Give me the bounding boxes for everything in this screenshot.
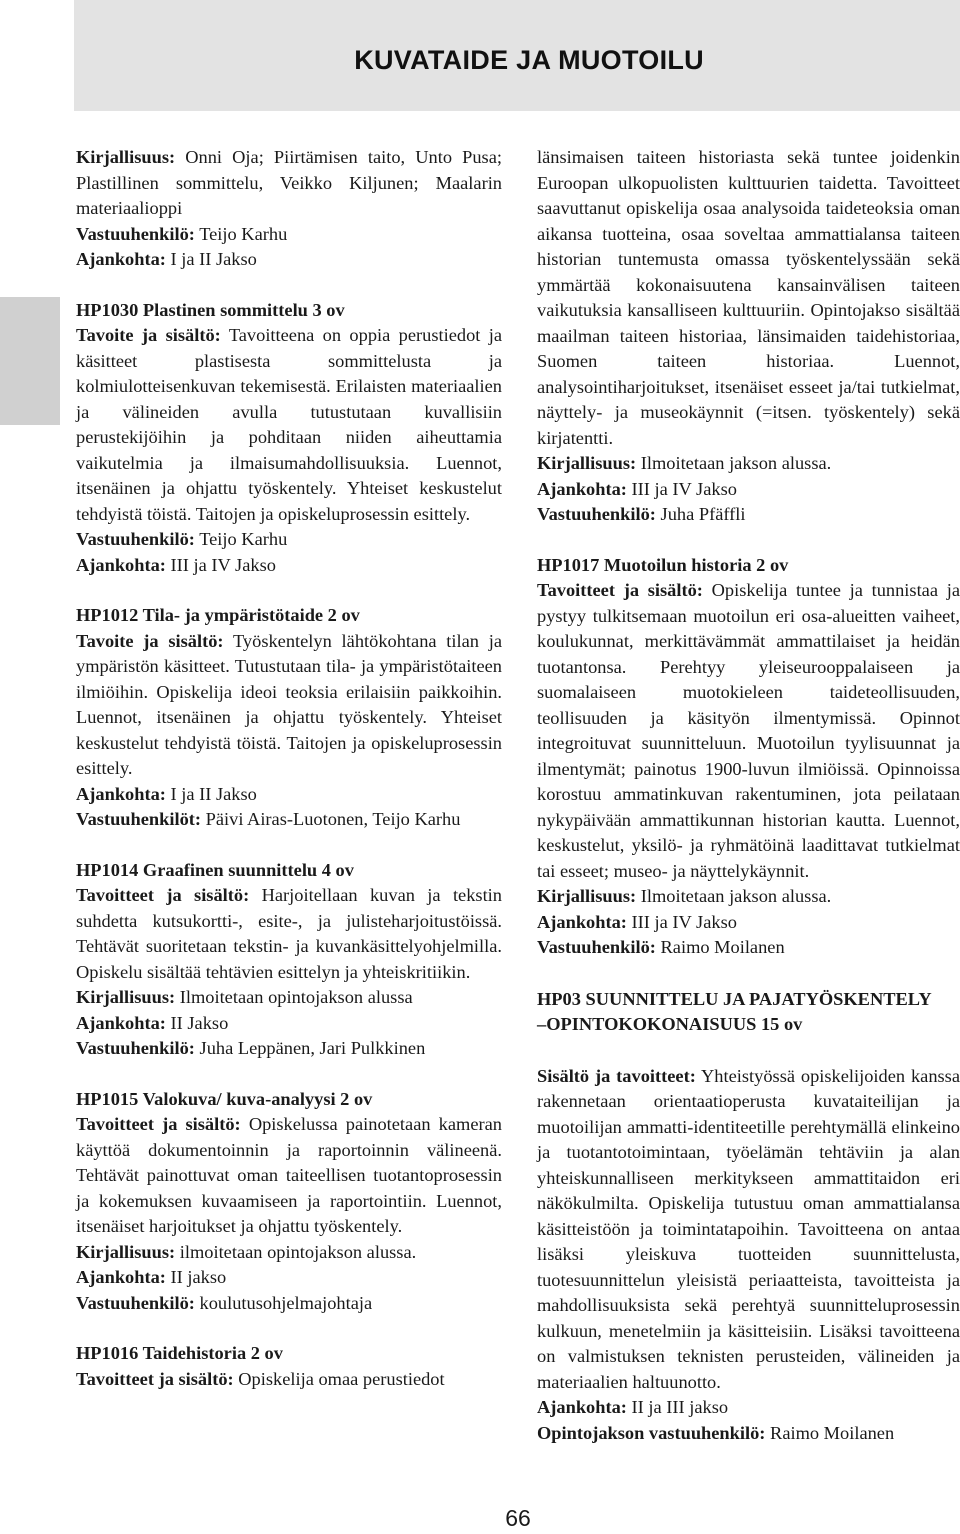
hp1015-timing <box>76 1265 502 1291</box>
value: III ja IV Jakso <box>631 478 737 499</box>
value: III ja IV Jakso <box>631 911 737 932</box>
hp1030-goal <box>76 323 502 527</box>
value: Yhteistyössä opiskelijoiden kanssa rakennetaan orientaatioperusta kuvataiteilijan ja muotoilijan ammatti-identiteetille perehtymällä elinkeino ja tuotantotoimintaan, työelämän tehtäviin ja alan yhteiskunnalliseen merkitykseen ammattitaidon eri näkökulmilta. Opiskelija tutustuu oman ammattialansa käsitteistöön ja toimintatapoihin. Tavoitteena on antaa lisäksi yleiskuva tuotteiden suunnittelusta, tuotesuunnittelun yleisistä periaatteista, tavoitteista ja mahdollisuuksista sekä perehtyä suunnitteluprosessin kulkuun, menetelmiin ja käsitteisiin. Lisäksi tavoitteena on valmistuksen teknisten perusteiden, välineiden ja materiaalien haltuunotto. <box>537 1065 960 1392</box>
label: Ajankohta: <box>537 1397 627 1417</box>
hp1015-responsible <box>76 1291 502 1317</box>
label: Kirjallisuus: <box>76 1241 176 1262</box>
page-number: 66 <box>505 1505 531 1531</box>
value: Harjoitellaan kuvan ja tekstin suhdetta kutsukortti-, esite-, ja julisteharjoitustöissä. Tehtävät suoritetaan tekstin- ja kuvankäsittelyohjelmilla. Opiskelu sisältää tehtävien esittelyn ja yhteiskritiikin. <box>76 885 502 982</box>
label: Ajankohta: <box>537 911 627 932</box>
value: Opiskelija tuntee ja tunnistaa ja pystyy tulkitsemaan muotoilun eri osa-alueitten vaiheet, koulukunnat, merkittävämmät ammattilaiset ja heidän tuotantonsa. Perehtyy yleiseurooppalaiseen ja suomalaiseen muotokieleen taideteollisuuden, teollisuuden ja käsityön ilmentymissä. Opinnot integroituvat suunnitteluun. Muotoilun tyylisuunnat ja ilmentymät; painotus 1900-luvun ilmiöissä. Opinnoissa korostuu ammatinkuvan rakentuminen, jota peilataan nykypäivään ammattikunnan historian kautta. Luennot, keskustelut, yksilö- ja ryhmätöinä laadittavat tutkielmat tai esseet; museo- ja näyttelykäynnit. <box>537 580 960 881</box>
value: Onni Oja; Piirtämisen taito, Unto Pusa; Plastillinen sommittelu, Veikko Kiljunen; Maalarin materiaalioppi <box>76 147 502 218</box>
hp1012-responsible <box>76 807 502 833</box>
hp1017-responsible <box>537 935 960 961</box>
value: III ja IV Jakso <box>170 554 276 575</box>
value: Ilmoitetaan opintojakson alussa <box>179 987 413 1007</box>
right-column <box>537 145 960 1446</box>
hp1014-responsible <box>76 1036 502 1062</box>
left-column <box>76 145 502 1392</box>
value: ilmoitetaan opintojakson alussa. <box>179 1241 417 1262</box>
label: Tavoitteet ja sisältö: <box>537 580 703 600</box>
course-title-hp1016: HP1016 Taidehistoria 2 ov <box>76 1343 283 1363</box>
label: Vastuuhenkilö: <box>76 529 195 549</box>
title-line-1: HP03 SUUNNITTELU JA PAJATYÖSKENTELY <box>537 988 932 1009</box>
course-title-hp1014: HP1014 Graafinen suunnittelu 4 ov <box>76 859 354 880</box>
course-title-hp1017: HP1017 Muotoilun historia 2 ov <box>537 554 789 575</box>
module-title-hp03 <box>537 987 960 1038</box>
label: Vastuuhenkilö: <box>76 223 195 244</box>
label: Tavoite ja sisältö: <box>76 630 224 651</box>
label: Ajankohta: <box>76 554 166 575</box>
label: Kirjallisuus: <box>537 453 637 473</box>
header-band <box>74 0 960 111</box>
hp1015-literature <box>76 1240 502 1266</box>
course-title-hp1015: HP1015 Valokuva/ kuva-analyysi 2 ov <box>76 1088 373 1109</box>
hp1016-timing <box>537 477 960 503</box>
value: Työskentelyn lähtökohtana tilan ja ympäristön käsitteet. Tutustutaan tila- ja ympäristötaiteen ilmiöihin. Opiskelija ideoi teoksia erilaisiin paikkoihin. Luennot, itsenäinen ja ohjattu työskentely. Yhteiset keskustelut tehdyistä töistä. Taitojen ja opiskeluprosessin esittely. <box>76 630 503 778</box>
value: II ja III jakso <box>631 1397 729 1417</box>
hp1014-literature <box>76 985 502 1011</box>
hp1016-goal-continued: länsimaisen taiteen historiasta sekä tuntee joidenkin Euroopan ulkopuolisten kulttuurien taidetta. Tavoitteet saavuttanut opiskelija osaa analysoida taideteoksia oman aikansa tuotteina, osaa soveltaa ammattialansa taiteen historian tuntemusta omassa työskentelyssään sekä ymmärtää kokonaisuutena kansainvälisen taiteen vaikutuksia kansalliseen kulttuuriin. Opintojakso sisältää maailman taiteen historiaa, länsimaiden taidehistoriaa, Suomen taiteen historiaa. Luennot, analysointiharjoitukset, itsenäiset esseet ja/tai tutkielmat, näyttely- ja museokäynnit (=itsen. työskentely) sekä kirjatentti. <box>537 147 960 448</box>
value: Raimo Moilanen <box>660 937 785 957</box>
label: Ajankohta: <box>76 249 166 269</box>
label: Vastuuhenkilö: <box>76 1038 195 1058</box>
value: Juha Pfäffli <box>660 504 746 524</box>
value: Päivi Airas-Luotonen, Teijo Karhu <box>205 809 461 829</box>
label: Kirjallisuus: <box>76 987 176 1007</box>
hp1030-responsible <box>76 527 502 553</box>
side-tab-marker <box>0 297 60 425</box>
hp03-goal <box>537 1064 960 1396</box>
hp03-responsible <box>537 1421 960 1447</box>
value: koulutusohjelmajohtaja <box>199 1292 373 1313</box>
label: Ajankohta: <box>76 783 166 804</box>
value: Tavoitteena on oppia perustiedot ja käsitteet plastisesta sommittelusta ja kolmiulotteisenkuvan tekemisestä. Erilaisten materiaalien ja välineiden avulla tutustutaan kuvallisiin perustekijöihin ja pohditaan niiden aiheuttamia vaikutelmia ja ilmaisumahdollisuuksia. Luennot, itsenäinen ja ohjattu työskentely. Yhteiset keskustelut tehdyistä töistä. Taitojen ja opiskeluprosessin esittely. <box>76 325 502 524</box>
label: Tavoitteet ja sisältö: <box>76 1368 234 1389</box>
hp1014-goal <box>76 883 502 985</box>
course-title-hp1030: HP1030 Plastinen sommittelu 3 ov <box>76 299 345 320</box>
label: Ajankohta: <box>537 478 627 499</box>
value: Opiskelussa painotetaan kameran käyttöä dokumentoinnin ja raportoinnin välineenä. Tehtävät painottuvat oman taiteellisen tuotantoprosessin ja kokemuksen kuvaamiseen ja raportointiin. Luennot, itsenäiset harjoitukset ja ohjattu työskentely. <box>76 1114 502 1236</box>
hp03-timing <box>537 1395 960 1421</box>
intro-timing <box>76 247 502 273</box>
label: Sisältö ja tavoitteet: <box>537 1065 696 1086</box>
label: Kirjallisuus: <box>76 147 176 167</box>
value: Teijo Karhu <box>199 223 288 244</box>
label: Ajankohta: <box>76 1267 166 1287</box>
label: Vastuuhenkilöt: <box>76 809 202 829</box>
hp1016-literature <box>537 451 960 477</box>
hp1014-timing <box>76 1011 502 1037</box>
hp1017-timing <box>537 910 960 936</box>
value: Ilmoitetaan jakson alussa. <box>640 453 832 473</box>
hp1030-timing <box>76 553 502 579</box>
label: Tavoitteet ja sisältö: <box>76 885 250 905</box>
label: Vastuuhenkilö: <box>537 937 656 957</box>
value: I ja II Jakso <box>170 249 257 269</box>
value: Juha Leppänen, Jari Pulkkinen <box>199 1038 426 1058</box>
course-title-hp1012: HP1012 Tila- ja ympäristötaide 2 ov <box>76 605 360 625</box>
label: Tavoite ja sisältö: <box>76 325 221 345</box>
hp1012-timing <box>76 782 502 808</box>
value: I ja II Jakso <box>170 783 257 804</box>
label: Tavoitteet ja sisältö: <box>76 1114 241 1134</box>
hp1017-literature <box>537 884 960 910</box>
value: Teijo Karhu <box>199 529 288 549</box>
label: Ajankohta: <box>76 1012 166 1033</box>
label: Vastuuhenkilö: <box>76 1292 195 1313</box>
hp1016-responsible <box>537 502 960 528</box>
value: Raimo Moilanen <box>770 1422 895 1443</box>
label: Vastuuhenkilö: <box>537 504 656 524</box>
page-title: KUVATAIDE JA MUOTOILU <box>354 45 704 75</box>
value: Opiskelija omaa perustiedot <box>238 1368 445 1389</box>
intro-responsible <box>76 222 502 248</box>
hp1015-goal <box>76 1112 502 1240</box>
title-line-2: –OPINTOKOKONAISUUS 15 ov <box>537 1014 803 1034</box>
intro-literature <box>76 145 502 222</box>
hp1012-goal <box>76 629 502 782</box>
label: Kirjallisuus: <box>537 886 637 906</box>
value: II jakso <box>170 1267 227 1287</box>
value: Ilmoitetaan jakson alussa. <box>640 886 832 906</box>
value: II Jakso <box>170 1012 229 1033</box>
hp1017-goal <box>537 578 960 884</box>
label: Opintojakson vastuuhenkilö: <box>537 1422 766 1443</box>
hp1016-goal-start <box>76 1367 502 1393</box>
